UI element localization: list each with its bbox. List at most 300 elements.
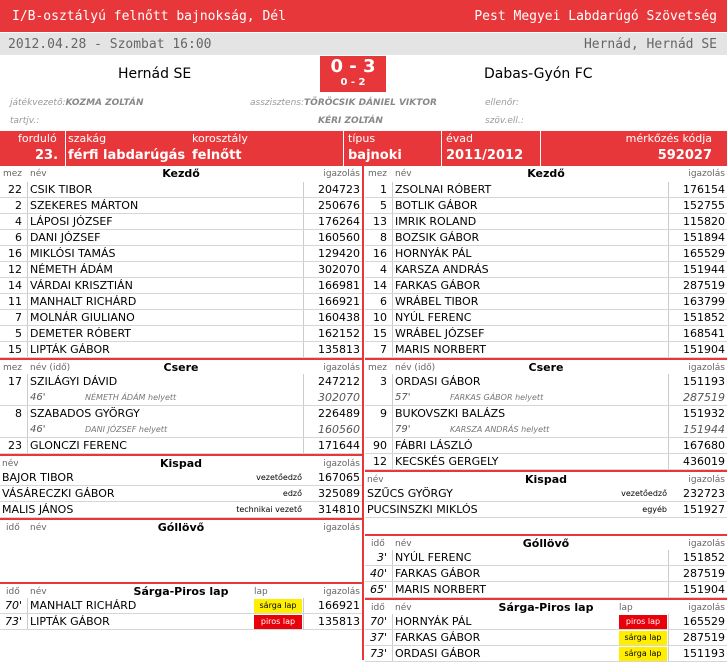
staff-license: 314810 [318, 503, 360, 516]
col-separator [303, 390, 304, 405]
replaced-license: 160560 [318, 423, 360, 436]
name-header: név [2, 459, 19, 469]
card-badge: sárga lap [619, 631, 667, 645]
player-number: 23 [8, 439, 22, 452]
player-number: 17 [8, 375, 22, 388]
teams-row [0, 56, 727, 92]
col-separator [392, 342, 393, 357]
section-title: Sárga-Piros lap [498, 601, 594, 614]
mez-header: mez [367, 363, 387, 373]
col-separator [668, 646, 669, 661]
col-separator [392, 262, 393, 277]
card-badge: sárga lap [619, 647, 667, 661]
player-number: 2 [15, 199, 22, 212]
delegate-label: szöv.ell.: [485, 116, 524, 126]
mez-header: mez [367, 169, 387, 179]
replaced-license: 287519 [683, 391, 725, 404]
player-number: 90 [373, 439, 387, 452]
bench-row [0, 486, 362, 502]
col-separator [668, 614, 669, 629]
card-license: 151193 [683, 647, 725, 660]
id-header: igazolás [688, 363, 725, 373]
replaced-license: 302070 [318, 391, 360, 404]
controller-label: ellenőr: [485, 98, 520, 108]
col-separator [303, 614, 304, 629]
referee-name: KOZMA ZOLTÁN [65, 98, 144, 108]
col-separator [392, 406, 393, 422]
col-separator [668, 454, 669, 469]
col-separator [303, 262, 304, 277]
sub-row [365, 454, 727, 470]
sub-detail-row [0, 390, 362, 406]
player-number: 12 [8, 263, 22, 276]
player-license: 436019 [683, 455, 725, 468]
round-label: forduló [18, 132, 57, 145]
col-separator [303, 278, 304, 293]
info-bar [0, 131, 727, 166]
subs-header [365, 358, 727, 374]
col-separator [303, 230, 304, 245]
bench-row [365, 502, 727, 518]
card-player: ORDASI GÁBOR [395, 647, 481, 660]
goal-time: 3' [376, 551, 387, 564]
player-row [0, 246, 362, 262]
card-badge: sárga lap [254, 599, 302, 613]
player-number: 14 [373, 279, 387, 292]
col-separator [392, 614, 393, 629]
empty-row [365, 518, 727, 534]
card-license: 287519 [683, 631, 725, 644]
player-number: 12 [373, 455, 387, 468]
col-separator [668, 230, 669, 245]
player-row [0, 326, 362, 342]
reserve-label: tartjv.: [10, 116, 40, 126]
card-badge: piros lap [254, 615, 302, 629]
col-separator [392, 246, 393, 261]
assistants-label: asszisztens: [250, 98, 305, 108]
player-license: 168541 [683, 327, 725, 340]
time-header: idő [6, 587, 20, 597]
player-license: 166981 [318, 279, 360, 292]
player-number: 7 [380, 343, 387, 356]
col-separator [668, 246, 669, 261]
col-separator [303, 374, 304, 390]
cards-header [365, 598, 727, 614]
referee-label: játékvezető: [10, 98, 66, 108]
card-badge: piros lap [619, 615, 667, 629]
title-bar [0, 0, 727, 32]
player-name: LIPTÁK GÁBOR [30, 343, 110, 356]
player-number: 5 [15, 327, 22, 340]
sub-time: 57' [395, 392, 411, 403]
player-row [365, 246, 727, 262]
col-separator [27, 278, 28, 293]
col-separator [668, 438, 669, 453]
col-separator [303, 438, 304, 453]
player-number: 8 [380, 231, 387, 244]
col-separator [303, 422, 304, 437]
subs-header [0, 358, 362, 374]
code-value: 592027 [657, 148, 712, 163]
col-separator [27, 246, 28, 261]
player-name: NÉMETH ÁDÁM [30, 263, 113, 276]
name-header: név [30, 169, 47, 179]
col-separator [392, 198, 393, 213]
id-header: igazolás [323, 169, 360, 179]
player-name: IMRIK ROLAND [395, 215, 477, 228]
goal-time: 40' [369, 567, 387, 580]
col-separator [392, 646, 393, 661]
col-separator [668, 198, 669, 213]
player-number: 4 [380, 263, 387, 276]
scorer-name: FARKAS GÁBOR [395, 567, 481, 580]
sub-row [0, 374, 362, 390]
empty-row [0, 534, 362, 550]
player-row [0, 182, 362, 198]
player-license: 226489 [318, 407, 360, 420]
col-separator [668, 582, 669, 597]
goal-time: 65' [369, 583, 387, 596]
player-name: SZILÁGYI DÁVID [30, 375, 118, 388]
col-separator [27, 326, 28, 341]
col-separator [27, 598, 28, 613]
away-team: Dabas-Gyón FC [484, 66, 593, 82]
season-value: 2011/2012 [446, 148, 524, 163]
player-name: DANI JÓZSEF [30, 231, 101, 244]
col-separator [392, 278, 393, 293]
age-value: felnőtt [192, 148, 242, 163]
col-separator [392, 566, 393, 581]
player-name: BOTLIK GÁBOR [395, 199, 478, 212]
col-separator [303, 310, 304, 325]
scorer-name: NYÚL FERENC [395, 551, 472, 564]
name-header: név (idő) [395, 363, 436, 373]
player-row [0, 230, 362, 246]
player-number: 5 [380, 199, 387, 212]
scorer-license: 287519 [683, 567, 725, 580]
card-time: 37' [369, 631, 387, 644]
col-separator [392, 310, 393, 325]
player-number: 11 [8, 295, 22, 308]
col-separator [303, 246, 304, 261]
player-license: 151894 [683, 231, 725, 244]
away-column [365, 166, 727, 662]
player-number: 3 [380, 375, 387, 388]
federation-title: Pest Megyei Labdarúgó Szövetség [474, 8, 717, 24]
player-license: 151852 [683, 311, 725, 324]
name-header: név [395, 603, 412, 613]
player-license: 129420 [318, 247, 360, 260]
staff-role: egyéb [642, 505, 667, 514]
branch-value: férfi labdarúgás [68, 148, 186, 163]
player-number: 6 [15, 231, 22, 244]
staff-license: 325089 [318, 487, 360, 500]
name-header: név [30, 587, 47, 597]
score-box [320, 56, 386, 92]
player-number: 16 [373, 247, 387, 260]
col-separator [27, 310, 28, 325]
age-label: korosztály [192, 132, 248, 145]
section-title: Góllövő [522, 537, 570, 550]
card-player: LIPTÁK GÁBOR [30, 615, 110, 628]
col-separator [27, 406, 28, 422]
sub-desc: FARKAS GÁBOR helyett [450, 393, 544, 402]
col-separator [668, 422, 669, 437]
card-license: 135813 [318, 615, 360, 628]
name-header: név [395, 169, 412, 179]
scorer-name: MARIS NORBERT [395, 583, 486, 596]
player-row [0, 198, 362, 214]
card-time: 73' [4, 615, 22, 628]
player-license: 176264 [318, 215, 360, 228]
player-name: ZSOLNAI RÓBERT [395, 183, 492, 196]
sub-desc: KARSZA ANDRÁS helyett [450, 425, 550, 434]
player-row [365, 326, 727, 342]
player-license: 151193 [683, 375, 725, 388]
mez-header: mez [2, 363, 22, 373]
home-column [0, 166, 362, 630]
sub-detail-row [365, 422, 727, 438]
col-separator [392, 374, 393, 390]
sub-detail-row [0, 422, 362, 438]
col-separator [303, 598, 304, 613]
col-separator [668, 550, 669, 565]
staff-role: vezetőedző [256, 473, 302, 482]
home-team: Hernád SE [118, 66, 192, 82]
player-name: MARIS NORBERT [395, 343, 486, 356]
player-license: 163799 [683, 295, 725, 308]
col-separator [303, 294, 304, 309]
halftime-score: 0 - 2 [340, 77, 366, 88]
player-number: 15 [8, 343, 22, 356]
bench-header [0, 454, 362, 470]
player-row [365, 214, 727, 230]
col-separator [668, 214, 669, 229]
league-title: I/B-osztályú felnőtt bajnokság, Dél [12, 8, 286, 24]
name-header: név [395, 539, 412, 549]
scorer-row [365, 550, 727, 566]
player-name: LÁPOSI JÓZSEF [30, 215, 113, 228]
sub-row [365, 438, 727, 454]
col-separator [392, 550, 393, 565]
player-number: 7 [15, 311, 22, 324]
col-separator [27, 294, 28, 309]
col-separator [668, 566, 669, 581]
col-separator [392, 294, 393, 309]
card-row [0, 614, 362, 630]
player-row [365, 278, 727, 294]
player-row [365, 342, 727, 358]
col-separator [392, 438, 393, 453]
name-header: név (idő) [30, 363, 71, 373]
staff-license: 151927 [683, 503, 725, 516]
sub-desc: NÉMETH ÁDÁM helyett [85, 393, 177, 402]
col-separator [27, 438, 28, 453]
player-row [365, 182, 727, 198]
col-separator [27, 390, 28, 405]
column-divider [362, 166, 364, 660]
col-separator [392, 326, 393, 341]
col-separator [668, 182, 669, 197]
id-header: igazolás [688, 475, 725, 485]
date-bar [0, 33, 727, 55]
branch-label: szakág [68, 132, 107, 145]
player-number: 16 [8, 247, 22, 260]
player-license: 151932 [683, 407, 725, 420]
col-separator [303, 182, 304, 197]
player-row [0, 310, 362, 326]
player-license: 162152 [318, 327, 360, 340]
player-row [0, 278, 362, 294]
col-separator [303, 406, 304, 422]
code-label: mérkőzés kódja [625, 132, 712, 145]
staff-role: vezetőedző [621, 489, 667, 498]
section-title: Góllövő [157, 521, 205, 534]
player-license: 151904 [683, 343, 725, 356]
card-row [365, 630, 727, 646]
id-header: igazolás [688, 169, 725, 179]
player-license: 115820 [683, 215, 725, 228]
card-time: 70' [369, 615, 387, 628]
staff-name: MALIS JÁNOS [2, 503, 74, 516]
player-number: 6 [380, 295, 387, 308]
section-title: Kispad [159, 457, 202, 470]
staff-license: 232723 [683, 487, 725, 500]
time-header: idő [371, 539, 385, 549]
match-datetime: 2012.04.28 - Szombat 16:00 [8, 36, 212, 52]
scorer-row [365, 566, 727, 582]
time-header: idő [371, 603, 385, 613]
card-player: FARKAS GÁBOR [395, 631, 481, 644]
col-separator [392, 214, 393, 229]
player-license: 302070 [318, 263, 360, 276]
staff-license: 167065 [318, 471, 360, 484]
type-value: bajnoki [348, 148, 402, 163]
player-number: 9 [380, 407, 387, 420]
player-license: 171644 [318, 439, 360, 452]
id-header: igazolás [323, 523, 360, 533]
player-number: 10 [373, 311, 387, 324]
col-separator [27, 614, 28, 629]
col-separator [668, 262, 669, 277]
player-number: 1 [380, 183, 387, 196]
col-separator [392, 182, 393, 197]
scorer-row [365, 582, 727, 598]
id-header: igazolás [323, 363, 360, 373]
id-header: igazolás [323, 587, 360, 597]
sub-time: 79' [395, 424, 411, 435]
player-name: CSIK TIBOR [30, 183, 93, 196]
col-separator [668, 294, 669, 309]
sub-detail-row [365, 390, 727, 406]
empty-row [0, 566, 362, 582]
player-number: 13 [373, 215, 387, 228]
player-name: KARSZA ANDRÁS [395, 263, 489, 276]
scorer-license: 151904 [683, 583, 725, 596]
col-separator [303, 342, 304, 357]
player-number: 8 [15, 407, 22, 420]
sub-row [365, 374, 727, 390]
player-row [0, 262, 362, 278]
assistant-2: KÉRI ZOLTÁN [318, 116, 383, 126]
col-separator [668, 278, 669, 293]
player-license: 135813 [318, 343, 360, 356]
col-separator [392, 630, 393, 645]
player-name: MANHALT RICHÁRD [30, 295, 137, 308]
player-name: ORDASI GÁBOR [395, 375, 481, 388]
player-number: 15 [373, 327, 387, 340]
col-separator [668, 374, 669, 390]
name-header: név [367, 475, 384, 485]
bench-row [0, 502, 362, 518]
player-license: 151944 [683, 263, 725, 276]
col-separator [27, 422, 28, 437]
player-license: 250676 [318, 199, 360, 212]
player-name: WRÁBEL JÓZSEF [395, 327, 485, 340]
col-separator [668, 326, 669, 341]
player-license: 166921 [318, 295, 360, 308]
player-license: 165529 [683, 247, 725, 260]
col-separator [392, 422, 393, 437]
scorer-license: 151852 [683, 551, 725, 564]
type-label: típus [348, 132, 376, 145]
match-venue: Hernád, Hernád SE [583, 36, 717, 52]
col-separator [27, 230, 28, 245]
player-row [365, 294, 727, 310]
player-license: 160560 [318, 231, 360, 244]
player-license: 204723 [318, 183, 360, 196]
player-name: MOLNÁR GIULIANO [30, 311, 135, 324]
scorers-header [0, 518, 362, 534]
time-header: idő [6, 523, 20, 533]
card-player: HORNYÁK PÁL [395, 615, 472, 628]
player-row [0, 294, 362, 310]
season-label: évad [446, 132, 474, 145]
col-separator [392, 582, 393, 597]
sub-row [0, 406, 362, 422]
card-license: 165529 [683, 615, 725, 628]
player-name: WRÁBEL TIBOR [395, 295, 479, 308]
col-separator [27, 198, 28, 213]
player-name: NYÚL FERENC [395, 311, 472, 324]
starting-header [0, 166, 362, 182]
player-row [365, 310, 727, 326]
col-separator [303, 214, 304, 229]
col-separator [303, 326, 304, 341]
section-title: Sárga-Piros lap [133, 585, 229, 598]
player-name: FARKAS GÁBOR [395, 279, 481, 292]
sub-row [0, 438, 362, 454]
id-header: igazolás [688, 603, 725, 613]
col-separator [392, 390, 393, 405]
staff-name: BAJOR TIBOR [2, 471, 74, 484]
col-separator [668, 390, 669, 405]
sub-desc: DANI JÓZSEF helyett [85, 425, 168, 434]
sub-time: 46' [30, 392, 46, 403]
section-title: Kezdő [162, 167, 200, 180]
col-separator [27, 182, 28, 197]
col-separator [27, 262, 28, 277]
player-name: HORNYÁK PÁL [395, 247, 472, 260]
section-title: Kispad [524, 473, 567, 486]
player-name: BUKOVSZKI BALÁZS [395, 407, 506, 420]
staff-name: SZŰCS GYÖRGY [367, 487, 453, 500]
player-name: FÁBRI LÁSZLÓ [395, 439, 473, 452]
player-row [365, 230, 727, 246]
staff-name: VÁSÁRECZKI GÁBOR [2, 487, 115, 500]
section-title: Kezdő [527, 167, 565, 180]
player-row [0, 342, 362, 358]
